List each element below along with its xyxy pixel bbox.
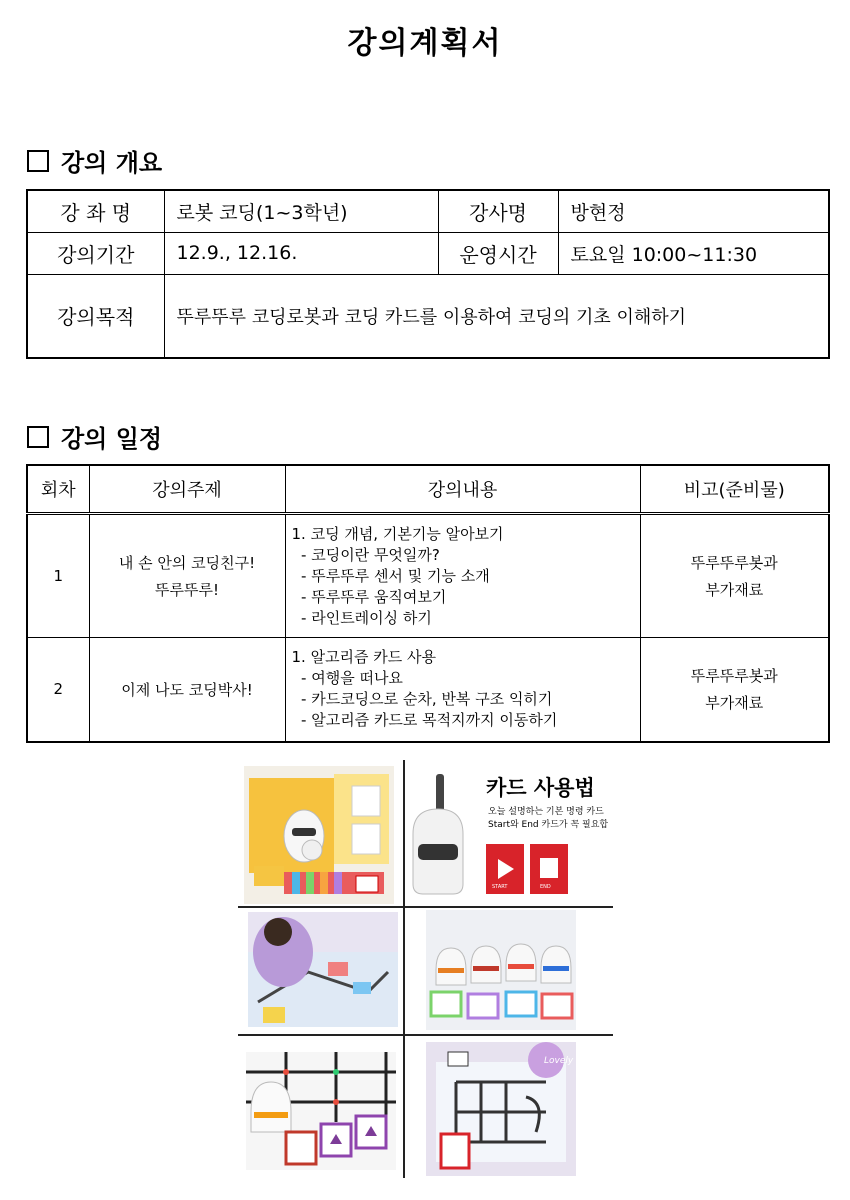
content-line: - 뚜루뚜루 움직여보기 — [291, 587, 447, 606]
robot-grid-photo — [246, 1052, 396, 1170]
content-line: - 라인트레이싱 하기 — [291, 608, 432, 627]
header-topic: 강의주제 — [89, 465, 285, 514]
schedule-heading-text: 강의 일정 — [61, 425, 163, 453]
table-row — [27, 638, 829, 742]
overview-heading — [27, 143, 162, 178]
session-note — [640, 514, 829, 638]
content-line: - 코딩이란 무엇일까? — [291, 545, 440, 564]
note-line: 부가재료 — [705, 694, 764, 713]
divider — [238, 906, 613, 908]
session-content — [285, 638, 640, 742]
content-line: 1. 코딩 개념, 기본기능 알아보기 — [291, 524, 504, 543]
content-line: - 뚜루뚜루 센서 및 기능 소개 — [291, 566, 490, 585]
product-box-photo — [244, 766, 394, 904]
session-number: 1 — [27, 514, 89, 638]
content-line: 1. 알고리즘 카드 사용 — [291, 648, 437, 667]
overview-heading-text: 강의 개요 — [61, 149, 163, 177]
page-title: 강의계획서 — [347, 26, 503, 61]
note-line: 뚜루뚜루봇과 — [690, 667, 778, 686]
header-note: 비고(준비물) — [640, 465, 829, 514]
lovely-text: Lovely — [544, 1056, 574, 1066]
checkbox-square-icon — [27, 426, 49, 448]
time-value: 토요일 10:00~11:30 — [558, 232, 829, 274]
session-number: 2 — [27, 638, 89, 742]
content-line: - 카드코딩으로 순차, 반복 구조 익히기 — [291, 690, 553, 709]
note-line: 부가재료 — [705, 581, 764, 599]
card-usage-subtitle: 오늘 설명하는 기본 명령 카드 — [488, 807, 604, 817]
course-name-label: 강 좌 명 — [27, 190, 164, 232]
card-usage-title: 카드 사용법 — [486, 776, 595, 800]
note-line: 뚜루뚜루봇과 — [690, 554, 778, 572]
time-label: 운영시간 — [438, 232, 558, 274]
table-row — [27, 514, 829, 638]
instructor-value: 방현정 — [558, 190, 829, 232]
content-line: - 알고리즘 카드로 목적지까지 이동하기 — [291, 711, 558, 730]
divider — [403, 760, 405, 1178]
content-line: - 여행을 떠나요 — [291, 669, 403, 688]
topic-line: 뚜루뚜루! — [155, 581, 219, 599]
checkbox-square-icon — [27, 150, 49, 172]
schedule-heading — [27, 419, 162, 454]
start-card-label: START — [492, 884, 508, 890]
period-value: 12.9., 12.16. — [164, 232, 438, 274]
goal-value: 뚜루뚜루 코딩로봇과 코딩 카드를 이용하여 코딩의 기초 이해하기 — [164, 274, 829, 358]
divider — [238, 1034, 613, 1036]
period-label: 강의기간 — [27, 232, 164, 274]
session-topic — [89, 638, 285, 742]
schedule-table — [26, 464, 830, 743]
session-content — [285, 514, 640, 638]
card-usage-subtitle: Start와 End 카드가 꼭 필요합 — [488, 820, 609, 830]
photo-collage — [238, 760, 613, 1178]
goal-label: 강의목적 — [27, 274, 164, 358]
card-usage-photo — [408, 764, 613, 904]
playmat-photo — [426, 1042, 576, 1176]
end-card-label: END — [540, 884, 551, 890]
header-session: 회차 — [27, 465, 89, 514]
robots-cards-photo — [426, 910, 576, 1030]
topic-line: 이제 나도 코딩박사! — [121, 680, 253, 699]
course-name-value: 로봇 코딩(1~3학년) — [164, 190, 438, 232]
header-content: 강의내용 — [285, 465, 640, 514]
topic-line: 내 손 안의 코딩친구! — [118, 554, 256, 572]
overview-table — [26, 189, 830, 359]
kids-coding-photo — [248, 912, 398, 1027]
session-topic — [89, 514, 285, 638]
instructor-label: 강사명 — [438, 190, 558, 232]
session-note — [640, 638, 829, 742]
